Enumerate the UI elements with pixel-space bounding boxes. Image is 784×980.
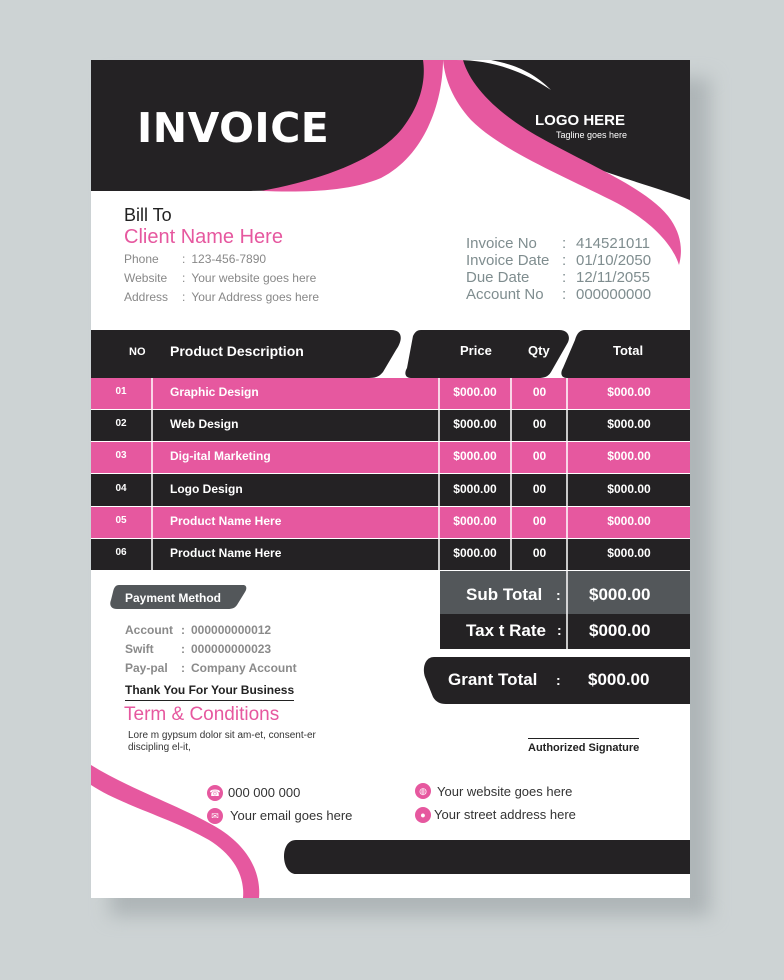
- cell-price: $000.00: [453, 385, 497, 399]
- thank-you-text: Thank You For Your Business: [125, 683, 294, 701]
- footer-bar: [284, 840, 690, 874]
- payment-swift-value: 000000000023: [191, 642, 272, 656]
- cell-price: $000.00: [453, 482, 497, 496]
- contact-email: Your email goes here: [230, 808, 353, 823]
- cell-desc: Product Name Here: [170, 514, 282, 528]
- payment-account-label: Account: [125, 623, 173, 637]
- decorative-shapes: [91, 60, 690, 898]
- due-date-value: 12/11/2055: [576, 269, 650, 286]
- invoice-page: [91, 60, 690, 898]
- subtotal-label: Sub Total: [466, 585, 543, 604]
- terms-text: Lore m gypsum dolor sit am-et, consent-er discipling el-it,: [128, 730, 316, 753]
- bill-to-heading: Bill To: [124, 205, 172, 225]
- th-description: Product Description: [170, 343, 304, 359]
- client-name: Client Name Here: [124, 226, 283, 248]
- tagline: Tagline goes here: [556, 130, 628, 140]
- location-icon: ●: [415, 807, 431, 823]
- account-no-row: [466, 286, 651, 303]
- tax-label: Tax t Rate: [466, 621, 546, 640]
- account-no-value: 000000000: [576, 286, 652, 303]
- payment-paypal-value: Company Account: [191, 661, 297, 675]
- bill-website-value: Your website goes here: [191, 271, 317, 285]
- contact-phone: 000 000 000: [228, 785, 301, 800]
- payment-paypal-sep: :: [181, 661, 185, 675]
- payment-swift-sep: :: [181, 642, 185, 656]
- bill-phone-label: Phone: [124, 252, 159, 266]
- payment-account-sep: :: [181, 623, 185, 637]
- invoice-no-label: Invoice No: [466, 235, 537, 252]
- cell-no: 02: [115, 418, 127, 429]
- cell-desc: Graphic Design: [170, 385, 259, 399]
- payment-paypal-row: [125, 661, 297, 675]
- cell-no: 04: [115, 483, 127, 494]
- contact-address: Your street address here: [434, 807, 576, 822]
- cell-qty: 00: [532, 449, 547, 463]
- cell-price: $000.00: [453, 449, 497, 463]
- email-icon: ✉: [207, 808, 223, 824]
- cell-no: 01: [115, 386, 127, 397]
- contact-website: Your website goes here: [437, 784, 573, 799]
- grand-total-label: Grant Total: [448, 670, 538, 689]
- cell-qty: 00: [532, 514, 547, 528]
- cell-total: $000.00: [607, 546, 651, 560]
- cell-total: $000.00: [607, 482, 651, 496]
- payment-swift-row: [125, 642, 271, 656]
- th-price: Price: [460, 343, 492, 358]
- subtotal-sep: :: [556, 587, 561, 603]
- payment-method-label: Payment Method: [125, 591, 222, 605]
- cell-qty: 00: [532, 385, 547, 399]
- globe-icon: ◍: [415, 783, 431, 799]
- due-date-label: Due Date: [466, 269, 530, 286]
- invoice-date-sep: :: [562, 252, 567, 269]
- bill-address-label: Address: [124, 290, 169, 304]
- cell-total: $000.00: [607, 514, 651, 528]
- bill-website-label: Website: [124, 271, 168, 285]
- grand-total-sep: :: [556, 672, 561, 688]
- invoice-date-label: Invoice Date: [466, 252, 550, 269]
- cell-qty: 00: [532, 417, 547, 431]
- grand-total-value: $000.00: [588, 670, 650, 689]
- cell-price: $000.00: [453, 417, 497, 431]
- bill-phone-value: 123-456-7890: [191, 252, 267, 266]
- cell-desc: Product Name Here: [170, 546, 282, 560]
- bill-website-sep: :: [182, 271, 186, 285]
- cell-desc: Logo Design: [170, 482, 243, 496]
- cell-price: $000.00: [453, 546, 497, 560]
- cell-no: 03: [115, 450, 127, 461]
- tax-sep: :: [557, 622, 562, 638]
- due-date-sep: :: [562, 269, 567, 286]
- payment-paypal-label: Pay-pal: [125, 661, 168, 675]
- cell-total: $000.00: [607, 449, 651, 463]
- tax-value: $000.00: [589, 621, 651, 640]
- cell-qty: 00: [532, 546, 547, 560]
- th-qty: Qty: [528, 343, 550, 358]
- payment-account-row: [125, 623, 271, 637]
- account-no-label: Account No: [466, 286, 544, 303]
- terms-title: Term & Conditions: [124, 704, 280, 725]
- phone-icon: ☎: [207, 785, 223, 801]
- cell-desc: Dig-ital Marketing: [170, 449, 271, 463]
- invoice-title: INVOICE: [137, 104, 330, 152]
- cell-no: 06: [115, 547, 127, 558]
- cell-total: $000.00: [607, 417, 651, 431]
- cell-total: $000.00: [607, 385, 651, 399]
- bill-address-row: [124, 290, 319, 304]
- invoice-no-row: [466, 235, 650, 252]
- logo-text: LOGO HERE: [535, 112, 626, 129]
- th-total: Total: [613, 343, 644, 358]
- cell-desc: Web Design: [170, 417, 239, 431]
- cell-price: $000.00: [453, 514, 497, 528]
- authorized-signature: Authorized Signature: [528, 738, 639, 754]
- invoice-no-sep: :: [562, 235, 567, 252]
- bill-address-value: Your Address goes here: [191, 290, 319, 304]
- invoice-date-value: 01/10/2050: [576, 252, 652, 269]
- bill-phone-row: [124, 252, 266, 266]
- account-no-sep: :: [562, 286, 567, 303]
- bill-phone-sep: :: [182, 252, 186, 266]
- invoice-date-row: [466, 252, 651, 269]
- bill-website-row: [124, 271, 316, 285]
- cell-no: 05: [115, 515, 127, 526]
- invoice-no-value: 414521011: [576, 235, 650, 252]
- payment-swift-label: Swift: [125, 642, 154, 656]
- subtotal-value: $000.00: [589, 585, 651, 604]
- bill-address-sep: :: [182, 290, 186, 304]
- th-no: NO: [129, 346, 146, 358]
- cell-qty: 00: [532, 482, 547, 496]
- due-date-row: [466, 269, 650, 286]
- payment-account-value: 000000000012: [191, 623, 272, 637]
